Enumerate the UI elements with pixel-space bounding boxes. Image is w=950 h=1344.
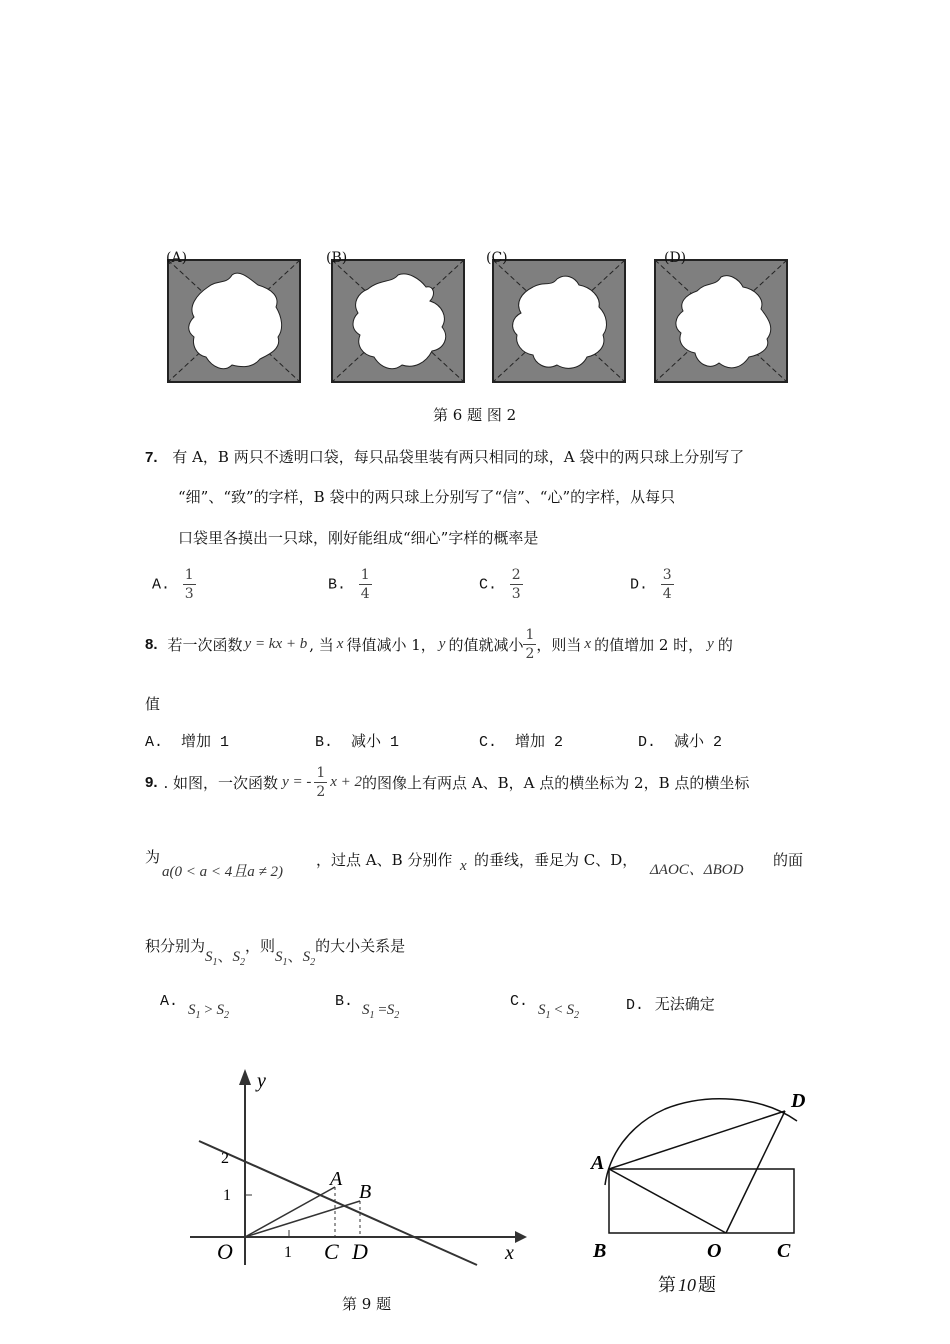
arc-ad <box>605 1099 797 1185</box>
q8-option-d: D. 减小 2 <box>638 734 723 751</box>
q8-x2: x <box>584 636 592 652</box>
q7-a-num: 1 <box>184 567 194 583</box>
q9-expr-pre: y = - <box>282 774 312 790</box>
q9-x: x <box>460 858 467 874</box>
segment-ad <box>609 1111 785 1169</box>
q9-line3-mid: ，则 <box>245 937 276 955</box>
segment-ao <box>609 1169 726 1233</box>
q7-option-d-label: D. <box>630 576 649 594</box>
q9-triangles: ΔAOC、ΔBOD <box>650 862 744 878</box>
q9-line2-post: 的垂线，垂足为 C、D， <box>474 851 638 869</box>
q7-c-num: 2 <box>511 567 521 583</box>
label-y-1: 1 <box>223 1187 231 1204</box>
q9-option-d <box>626 993 715 1014</box>
q7-option-c-label: C. <box>479 576 498 594</box>
q8-y2: y <box>707 636 714 652</box>
q7-option-a-label: A. <box>152 576 171 594</box>
option-label-b: (B) <box>326 250 348 266</box>
q7-a-den: 3 <box>184 586 194 602</box>
q9-option-b-expr: $S_1 =S_2$ <box>362 1002 400 1021</box>
q8-line2: 值 <box>145 695 161 713</box>
figure-10-diagram <box>585 1085 815 1265</box>
q9-expr-post: x + 2 <box>330 774 363 790</box>
q9-option-c-label: C. <box>510 993 529 1010</box>
q7-option-b <box>328 566 372 603</box>
q9-t2: 的图像上有两点 A、B，A 点的横坐标为 2，B 点的横坐标 <box>362 774 750 792</box>
q8-option-c: C. 增加 2 <box>479 734 564 751</box>
q7-option-c <box>479 566 523 603</box>
q9-condition: a(0 < a < 4且a ≠ 2) <box>162 864 283 880</box>
label-x: x <box>505 1242 514 1264</box>
q8-option-a: A. 增加 1 <box>145 734 230 751</box>
q9-line3: 积分别为 $S_1$、$S_2$ ，则 $S_1$、$S_2$ 的大小关系是 <box>145 937 406 968</box>
label-d: D <box>352 1239 368 1264</box>
segment-od <box>726 1111 785 1233</box>
q8-t1: 若一次函数 <box>167 636 243 654</box>
q7-number: 7. <box>145 449 158 466</box>
q9-option-a-label: A. <box>160 993 179 1010</box>
label-c: C <box>324 1239 339 1264</box>
q7-b-den: 4 <box>360 586 370 602</box>
q7-c-den: 3 <box>511 586 521 602</box>
q7-line1 <box>145 446 744 467</box>
q7-option-a <box>152 566 196 603</box>
q8-number: 8. <box>145 636 158 653</box>
q9-frac-num: 1 <box>316 765 326 781</box>
q9-line1 <box>145 764 749 801</box>
q9-line2-mid: ，过点 A、B 分别作 <box>316 851 453 869</box>
q9-line2-pre: 为 <box>145 848 161 866</box>
q7-text1: 有 A，B 两只不透明口袋，每只品袋里装有两只相同的球，A 袋中的两只球上分别写了 <box>172 448 745 466</box>
label-a: A <box>330 1168 343 1190</box>
label-y-2: 2 <box>221 1150 229 1167</box>
segment-ob <box>245 1201 360 1237</box>
q8-frac-den: 2 <box>525 646 535 662</box>
q9-line2-end: 的面 <box>773 851 804 869</box>
q8-expr: y = kx + b <box>244 636 308 652</box>
q9-frac-den: 2 <box>316 784 326 800</box>
q9-line3-pre: 积分别为 <box>145 937 206 955</box>
figure-9-graph <box>185 1065 530 1275</box>
segment-oa <box>245 1187 335 1237</box>
q8-y: y <box>438 636 446 652</box>
figure-10-caption: 第 10 题 <box>658 1275 716 1296</box>
q7-d-den: 4 <box>662 586 672 602</box>
figure-9-caption: 第 9 题 <box>342 1295 392 1313</box>
q8-t2: , 当 <box>309 636 334 654</box>
option-label-a: (A) <box>166 250 188 266</box>
label-b: B <box>593 1240 607 1262</box>
q7-text3: 口袋里各摸出一只球，刚好能组成“细心”字样的概率是 <box>178 529 539 547</box>
q9-option-b-label: B. <box>335 993 354 1010</box>
x-axis-arrow <box>515 1231 527 1243</box>
q7-b-num: 1 <box>360 567 370 583</box>
q9-option-d-text: 无法确定 <box>654 995 715 1013</box>
label-y: y <box>257 1070 266 1092</box>
q8-t7: 的 <box>717 636 733 654</box>
label-a: A <box>591 1152 605 1174</box>
q8-x: x <box>336 636 344 652</box>
q7-d-num: 3 <box>662 567 672 583</box>
q8-option-b: B. 减小 1 <box>315 734 400 751</box>
label-x-1: 1 <box>284 1244 292 1261</box>
rectangle-abco <box>609 1169 794 1233</box>
figure-6-squares <box>160 245 810 390</box>
q9-t1: . 如图，一次函数 <box>163 774 279 792</box>
q9-number: 9. <box>145 774 158 791</box>
label-b: B <box>359 1181 372 1203</box>
y-axis-arrow <box>239 1069 251 1085</box>
label-o: O <box>217 1239 233 1264</box>
q7-option-b-label: B. <box>328 576 347 594</box>
label-c: C <box>777 1240 791 1262</box>
q9-option-c-expr: $S_1 < S_2$ <box>538 1002 579 1021</box>
q7-text2: “细”、“致”的字样，B 袋中的两只球上分别写了“信”、“心”的字样，从每只 <box>178 488 676 506</box>
q8-line1 <box>145 626 733 663</box>
option-label-d: (D) <box>664 250 687 266</box>
q8-t6: 的值增加 2 时， <box>594 636 704 654</box>
q8-t5: ，则当 <box>536 636 582 654</box>
option-label-c: (C) <box>486 250 508 266</box>
label-d: D <box>791 1090 806 1112</box>
q9-option-d-label: D. <box>626 997 645 1014</box>
q8-t3: 得值减小 1， <box>346 636 436 654</box>
q8-frac-num: 1 <box>525 627 535 643</box>
q9-option-a-expr: $S_1 > S_2$ <box>188 1002 229 1021</box>
q9-line3-end: 的大小关系是 <box>315 937 406 955</box>
figure-6-caption: 第 6 题 图 2 <box>433 406 517 424</box>
q8-t4: 的值就减小 <box>448 636 524 654</box>
q7-option-d <box>630 566 674 603</box>
label-o: O <box>707 1240 722 1262</box>
